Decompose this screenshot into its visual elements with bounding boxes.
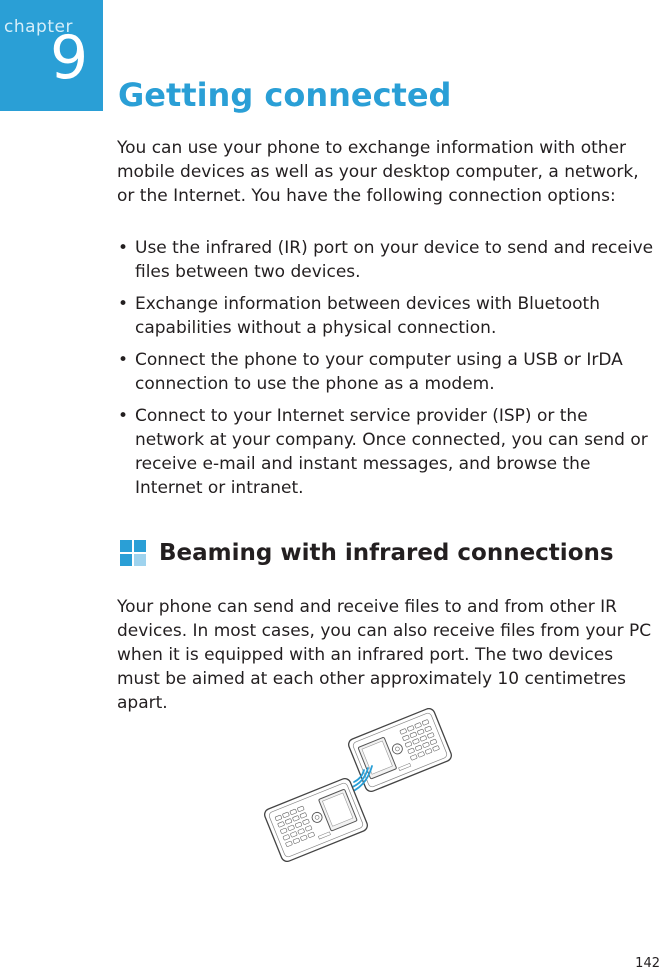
section-heading <box>120 536 614 570</box>
lower-phone-icon <box>263 777 369 862</box>
section-squares-icon <box>120 540 146 566</box>
list-item: • Connect to your Internet service provider (ISP) or the network at your company. Once connected, you can send or receive e-mail and instant messages, and browse the Internet or intranet. <box>117 404 657 500</box>
connection-options-list <box>117 236 657 508</box>
two-phones-infrared-illustration <box>258 708 470 862</box>
chapter-tab <box>0 0 103 111</box>
upper-phone-icon <box>347 708 453 793</box>
intro-paragraph: You can use your phone to exchange information with other mobile devices as well as your desktop computer, a network, or the Internet. You have the following connection options: <box>117 138 639 206</box>
section-paragraph: Your phone can send and receive files to and from other IR devices. In most cases, you can also receive files from your PC when it is equipped with an infrared port. The two devices must be aimed at each other approximately 10 centimetres apart. <box>117 597 652 713</box>
list-item: • Use the infrared (IR) port on your device to send and receive files between two devices. <box>117 236 657 284</box>
chapter-label: chapter <box>4 17 73 37</box>
page-number: 142 <box>635 956 660 971</box>
chapter-number: 9 <box>50 23 89 93</box>
list-item: • Exchange information between devices with Bluetooth capabilities without a physical connection. <box>117 292 657 340</box>
page-title: Getting connected <box>118 76 452 114</box>
section-title: Beaming with infrared connections <box>159 540 614 566</box>
list-item: • Connect the phone to your computer using a USB or IrDA connection to use the phone as a modem. <box>117 348 657 396</box>
